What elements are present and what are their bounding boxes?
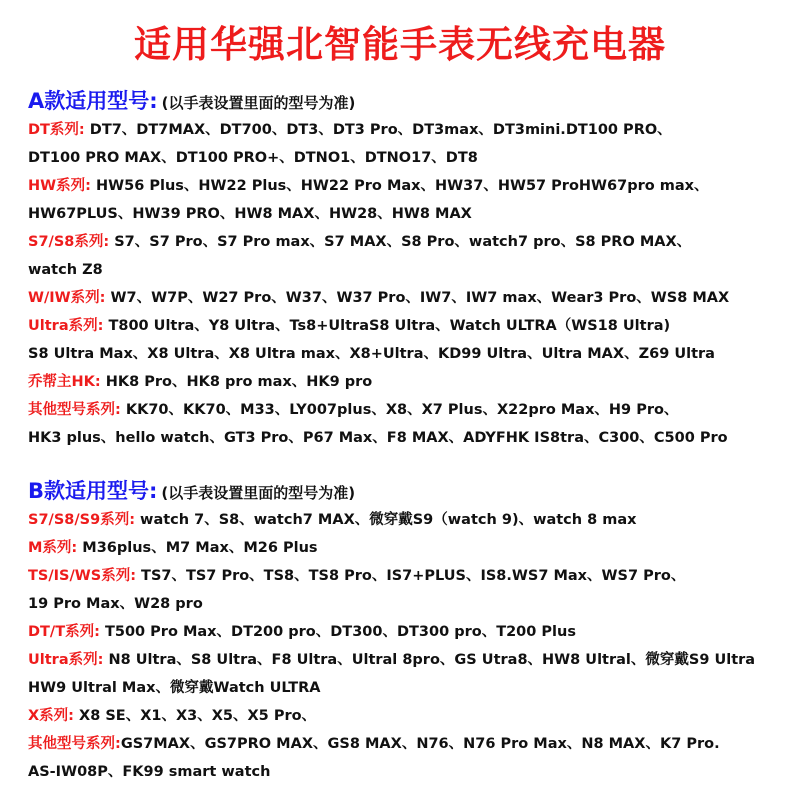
model-line bbox=[28, 646, 788, 674]
model-line bbox=[28, 144, 788, 172]
model-list: HK8 Pro、HK8 pro max、HK9 pro bbox=[100, 374, 373, 390]
series-label: 其他型号系列: bbox=[28, 736, 121, 752]
model-line bbox=[28, 368, 788, 396]
model-line bbox=[28, 172, 788, 200]
model-line bbox=[28, 674, 788, 702]
model-line bbox=[28, 730, 788, 758]
section-note: (以手表设置里面的型号为准) bbox=[161, 484, 356, 502]
model-list: HW9 Ultral Max、微穿戴Watch ULTRA bbox=[28, 680, 321, 696]
model-list: DT7、DT7MAX、DT700、DT3、DT3 Pro、DT3max、DT3mini.DT100 PRO、 bbox=[84, 122, 672, 138]
model-line bbox=[28, 618, 788, 646]
model-line bbox=[28, 506, 788, 534]
series-label: DT/T系列: bbox=[28, 624, 100, 640]
section-b bbox=[28, 476, 788, 786]
model-line bbox=[28, 396, 788, 424]
model-line bbox=[28, 590, 788, 618]
model-line bbox=[28, 758, 788, 786]
model-line bbox=[28, 702, 788, 730]
model-list: N8 Ultra、S8 Ultra、F8 Ultra、Ultral 8pro、GS Utra8、HW8 Ultral、微穿戴S9 Ultra bbox=[103, 652, 756, 668]
model-line bbox=[28, 534, 788, 562]
model-list: T500 Pro Max、DT200 pro、DT300、DT300 pro、T200 Plus bbox=[99, 624, 576, 640]
model-list: S7、S7 Pro、S7 Pro max、S7 MAX、S8 Pro、watch7 pro、S8 PRO MAX、 bbox=[109, 234, 692, 250]
series-label: DT系列: bbox=[28, 122, 85, 138]
model-list: M36plus、M7 Max、M26 Plus bbox=[77, 540, 318, 556]
series-label: 其他型号系列: bbox=[28, 402, 121, 418]
series-label: Ultra系列: bbox=[28, 318, 104, 334]
model-list: watch 7、S8、watch7 MAX、微穿戴S9（watch 9)、watch 8 max bbox=[135, 512, 637, 528]
model-list: KK70、KK70、M33、LY007plus、X8、X7 Plus、X22pro Max、H9 Pro、 bbox=[120, 402, 679, 418]
model-list: TS7、TS7 Pro、TS8、TS8 Pro、IS7+PLUS、IS8.WS7 Max、WS7 Pro、 bbox=[136, 568, 686, 584]
model-line bbox=[28, 228, 788, 256]
section-a bbox=[28, 86, 788, 452]
section-note: (以手表设置里面的型号为准) bbox=[161, 94, 356, 112]
model-line bbox=[28, 340, 788, 368]
series-label: TS/IS/WS系列: bbox=[28, 568, 136, 584]
model-line bbox=[28, 116, 788, 144]
series-label: 乔帮主HK: bbox=[28, 374, 101, 390]
model-list: GS7MAX、GS7PRO MAX、GS8 MAX、N76、N76 Pro Max、N8 MAX、K7 Pro. bbox=[120, 736, 720, 752]
model-list: HW56 Plus、HW22 Plus、HW22 Pro Max、HW37、HW57 ProHW67pro max、 bbox=[90, 178, 709, 194]
model-list: HW67PLUS、HW39 PRO、HW8 MAX、HW28、HW8 MAX bbox=[28, 206, 472, 222]
model-list: S8 Ultra Max、X8 Ultra、X8 Ultra max、X8+Ultra、KD99 Ultra、Ultra MAX、Z69 Ultra bbox=[28, 346, 715, 362]
model-line bbox=[28, 284, 788, 312]
model-line bbox=[28, 562, 788, 590]
model-list: DT100 PRO MAX、DT100 PRO+、DTNO1、DTNO17、DT8 bbox=[28, 150, 478, 166]
model-list: AS-IW08P、FK99 smart watch bbox=[28, 764, 271, 780]
section-heading bbox=[28, 86, 788, 116]
section-title: A款适用型号: bbox=[28, 89, 158, 113]
model-list: T800 Ultra、Y8 Ultra、Ts8+UltraS8 Ultra、Watch ULTRA（WS18 Ultra) bbox=[103, 318, 671, 334]
model-line bbox=[28, 256, 788, 284]
series-label: M系列: bbox=[28, 540, 78, 556]
page-title: 适用华强北智能手表无线充电器 bbox=[134, 23, 666, 66]
series-label: HW系列: bbox=[28, 178, 91, 194]
model-line bbox=[28, 312, 788, 340]
series-label: S7/S8/S9系列: bbox=[28, 512, 135, 528]
model-list: X8 SE、X1、X3、X5、X5 Pro、 bbox=[73, 708, 317, 724]
section-heading bbox=[28, 476, 788, 506]
model-line bbox=[28, 424, 788, 452]
model-list: watch Z8 bbox=[28, 262, 103, 278]
series-label: S7/S8系列: bbox=[28, 234, 110, 250]
series-label: Ultra系列: bbox=[28, 652, 104, 668]
series-label: W/IW系列: bbox=[28, 290, 106, 306]
model-list: HK3 plus、hello watch、GT3 Pro、P67 Max、F8 MAX、ADYFHK IS8tra、C300、C500 Pro bbox=[28, 430, 728, 446]
model-line bbox=[28, 200, 788, 228]
section-title: B款适用型号: bbox=[28, 479, 158, 503]
model-list: 19 Pro Max、W28 pro bbox=[28, 596, 203, 612]
model-list: W7、W7P、W27 Pro、W37、W37 Pro、IW7、IW7 max、Wear3 Pro、WS8 MAX bbox=[105, 290, 730, 306]
series-label: X系列: bbox=[28, 708, 74, 724]
